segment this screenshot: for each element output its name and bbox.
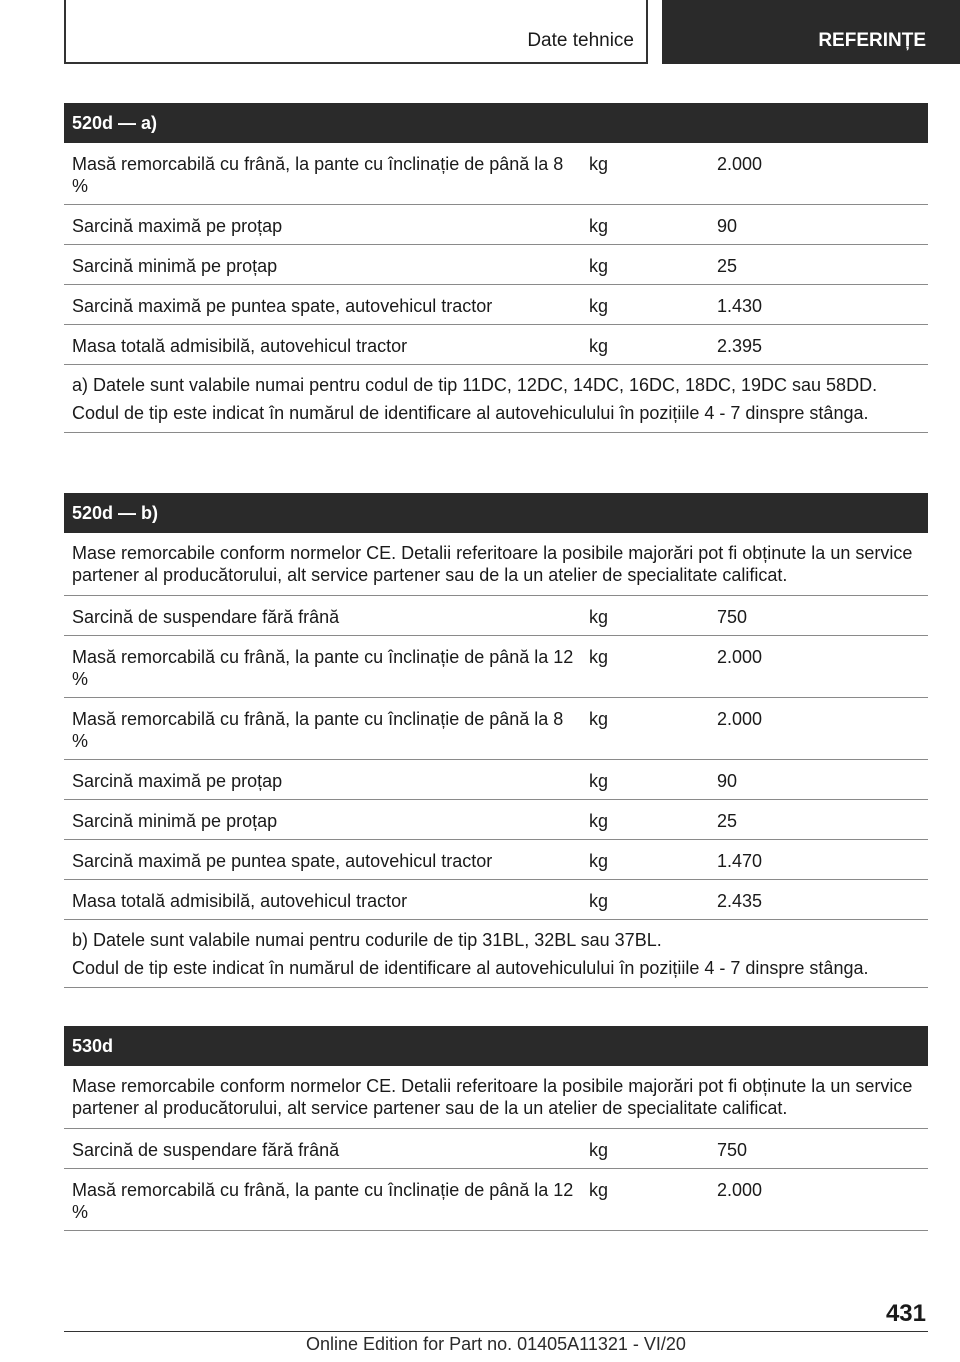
- table-row: [64, 596, 928, 636]
- row-label: Masă remorcabilă cu frână, la pante cu înclinație de până la 12 %: [72, 1180, 574, 1222]
- row-unit: kg: [589, 891, 609, 911]
- footnote-text: b) Datele sunt valabile numai pentru codurile de tip 31BL, 32BL sau 37BL.: [72, 930, 662, 950]
- row-label: Sarcină minimă pe proțap: [72, 811, 278, 831]
- table-intro: Mase remorcabile conform normelor CE. Detalii referitoare la posibile majorări pot fi obținute la un service partener al producătorului, alt service partener sau de la un atelier de specialitate calificat.: [64, 533, 928, 596]
- row-value: 2.395: [717, 336, 763, 356]
- table-row: [64, 143, 928, 205]
- row-unit: kg: [589, 607, 609, 627]
- row-label: Sarcină maximă pe puntea spate, autovehicul tractor: [72, 296, 493, 316]
- row-unit: kg: [589, 256, 609, 276]
- row-label: Masa totală admisibilă, autovehicul tractor: [72, 336, 408, 356]
- table-row: [64, 760, 928, 800]
- spec-table-520d-a: [64, 103, 928, 433]
- row-label: Sarcină de suspendare fără frână: [72, 607, 340, 627]
- table-title: 530d: [64, 1026, 928, 1066]
- table-footnote: [64, 365, 928, 433]
- table-title: 520d — a): [64, 103, 928, 143]
- row-unit: kg: [589, 709, 609, 729]
- row-value: 2.000: [717, 1180, 763, 1200]
- row-label: Masa totală admisibilă, autovehicul tractor: [72, 891, 408, 911]
- row-value: 1.430: [717, 296, 763, 316]
- table-row: [64, 205, 928, 245]
- row-label: Sarcină maximă pe puntea spate, autovehicul tractor: [72, 851, 493, 871]
- row-unit: kg: [589, 1140, 609, 1160]
- header-section-tab: [64, 0, 648, 64]
- table-row: [64, 800, 928, 840]
- row-label: Masă remorcabilă cu frână, la pante cu înclinație de până la 8 %: [72, 154, 564, 196]
- row-value: 2.435: [717, 891, 763, 911]
- table-row: [64, 698, 928, 760]
- row-value: 750: [717, 1140, 748, 1160]
- footnote-text: Codul de tip este indicat în numărul de identificare al autovehiculului în pozițiile 4 - 7 dinspre stânga.: [72, 958, 869, 978]
- row-unit: kg: [589, 647, 609, 667]
- header-chapter-label: REFERINȚE: [818, 30, 926, 51]
- row-unit: kg: [589, 851, 609, 871]
- row-value: 2.000: [717, 647, 763, 667]
- table-row: [64, 325, 928, 365]
- table-footnote: [64, 920, 928, 988]
- table-row: [64, 285, 928, 325]
- row-unit: kg: [589, 1180, 609, 1200]
- row-unit: kg: [589, 811, 609, 831]
- row-label: Masă remorcabilă cu frână, la pante cu înclinație de până la 8 %: [72, 709, 564, 751]
- table-row: [64, 245, 928, 285]
- table-row: [64, 880, 928, 920]
- spec-table-520d-b: [64, 493, 928, 988]
- row-label: Masă remorcabilă cu frână, la pante cu înclinație de până la 12 %: [72, 647, 574, 689]
- row-unit: kg: [589, 216, 609, 236]
- row-unit: kg: [589, 771, 609, 791]
- row-label: Sarcină de suspendare fără frână: [72, 1140, 340, 1160]
- edition-note: Online Edition for Part no. 01405A11321 - VI/20: [306, 1334, 686, 1354]
- row-unit: kg: [589, 154, 609, 174]
- header-chapter-tab: [662, 0, 960, 64]
- table-title: 520d — b): [64, 493, 928, 533]
- row-value: 1.470: [717, 851, 763, 871]
- row-unit: kg: [589, 336, 609, 356]
- footer-divider: [64, 1331, 928, 1332]
- footnote-text: a) Datele sunt valabile numai pentru codul de tip 11DC, 12DC, 14DC, 16DC, 18DC, 19DC sau 58DD.: [72, 375, 878, 395]
- row-value: 25: [717, 811, 738, 831]
- table-row: [64, 1129, 928, 1169]
- row-value: 2.000: [717, 709, 763, 729]
- row-value: 90: [717, 771, 738, 791]
- row-value: 750: [717, 607, 748, 627]
- footnote-text: Codul de tip este indicat în numărul de identificare al autovehiculului în pozițiile 4 - 7 dinspre stânga.: [72, 403, 869, 423]
- spec-table-530d: [64, 1026, 928, 1231]
- table-row: [64, 1169, 928, 1231]
- table-row: [64, 840, 928, 880]
- row-label: Sarcină maximă pe proțap: [72, 216, 283, 236]
- row-value: 2.000: [717, 154, 763, 174]
- table-intro: Mase remorcabile conform normelor CE. Detalii referitoare la posibile majorări pot fi obținute la un service partener al producătorului, alt service partener sau de la un atelier de specialitate calificat.: [64, 1066, 928, 1129]
- header-section-label: Date tehnice: [527, 30, 634, 51]
- row-value: 25: [717, 256, 738, 276]
- row-value: 90: [717, 216, 738, 236]
- row-label: Sarcină minimă pe proțap: [72, 256, 278, 276]
- table-row: [64, 636, 928, 698]
- row-label: Sarcină maximă pe proțap: [72, 771, 283, 791]
- page-number: 431: [885, 1300, 926, 1327]
- row-unit: kg: [589, 296, 609, 316]
